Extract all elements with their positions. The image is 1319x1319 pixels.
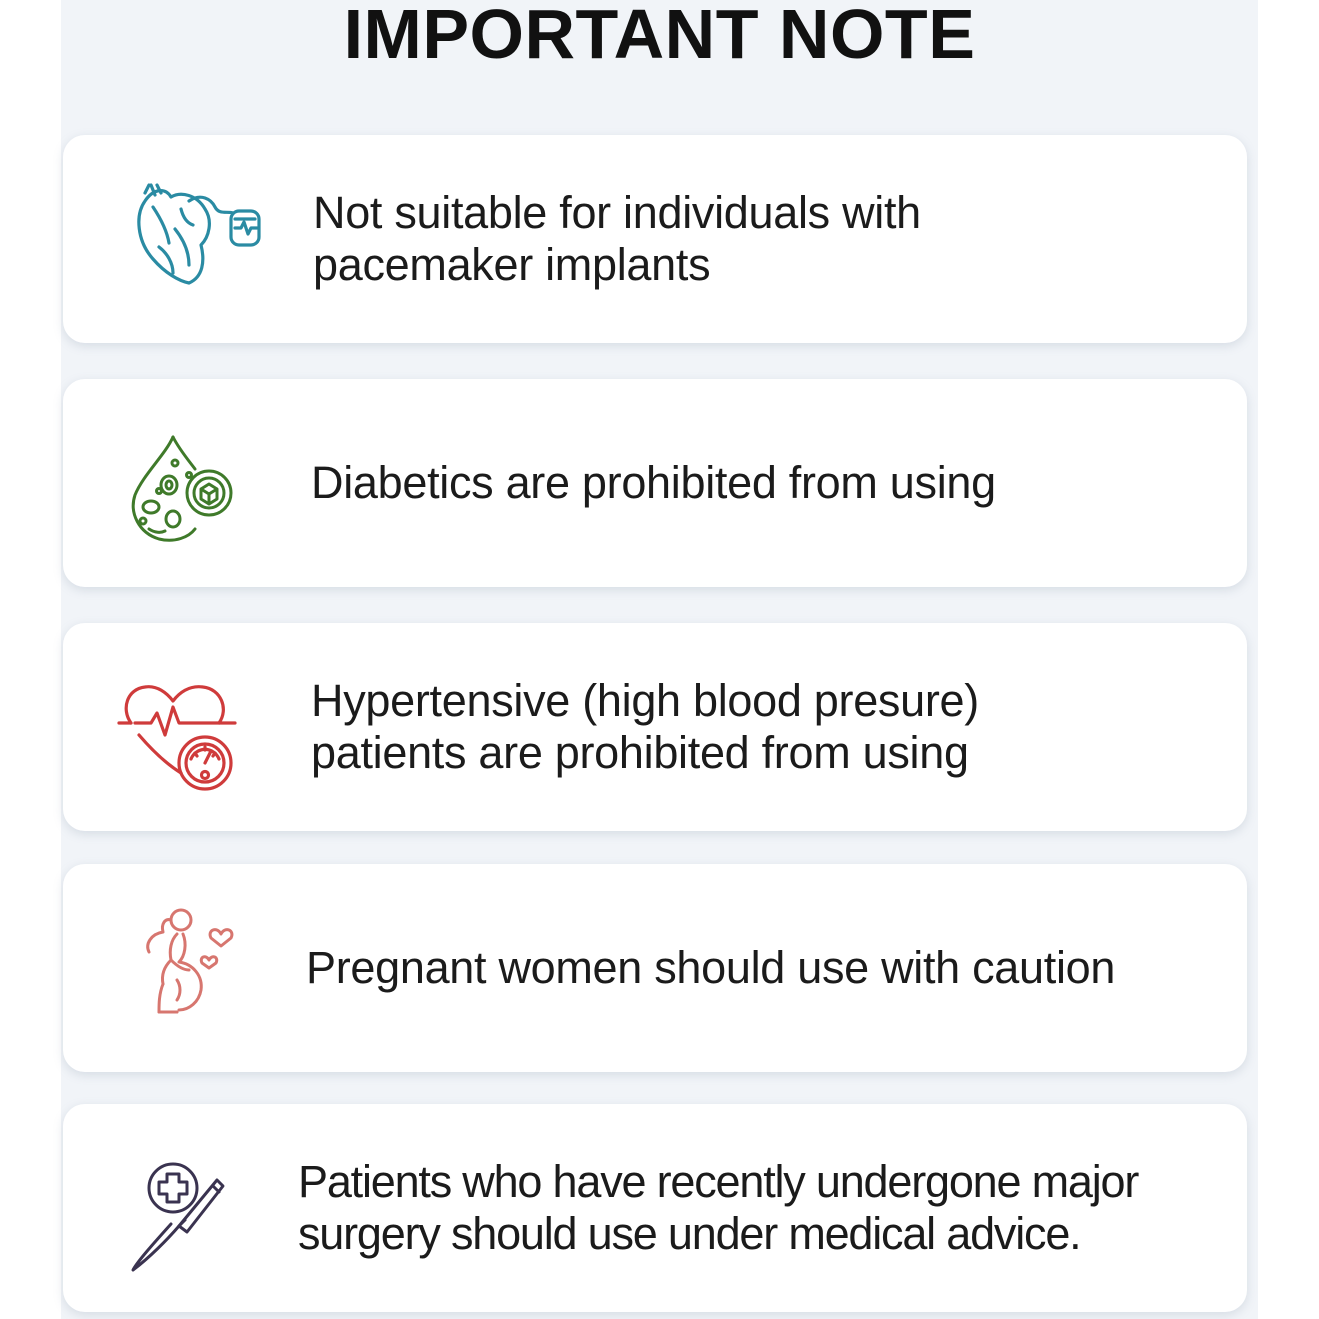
heart-pressure-gauge-icon <box>115 679 239 791</box>
note-line: Pregnant women should use with caution <box>306 942 1116 993</box>
note-line: Diabetics are prohibited from using <box>311 457 996 508</box>
pregnant-woman-icon <box>137 904 247 1016</box>
note-card-diabetics <box>63 379 1247 587</box>
blood-drop-glucose-icon <box>129 433 239 545</box>
note-card-pacemaker <box>63 135 1247 343</box>
note-line: surgery should use under medical advice. <box>298 1208 1081 1259</box>
note-text <box>298 1156 1138 1260</box>
scalpel-medical-icon <box>127 1158 227 1278</box>
note-card-hypertensive <box>63 623 1247 831</box>
note-line: Hypertensive (high blood presure) <box>311 675 979 726</box>
page-title: IMPORTANT NOTE <box>343 0 976 73</box>
note-text <box>306 942 1115 994</box>
note-line: Patients who have recently undergone major <box>298 1156 1139 1207</box>
note-card-pregnant <box>63 864 1247 1072</box>
note-text <box>311 457 996 509</box>
note-line: patients are prohibited from using <box>311 727 969 778</box>
note-text <box>313 187 921 291</box>
note-line: pacemaker implants <box>313 239 711 290</box>
note-text <box>311 675 979 779</box>
important-note-panel <box>61 0 1258 1319</box>
heart-pacemaker-icon <box>131 181 267 291</box>
note-card-surgery <box>63 1104 1247 1312</box>
note-line: Not suitable for individuals with <box>313 187 921 238</box>
